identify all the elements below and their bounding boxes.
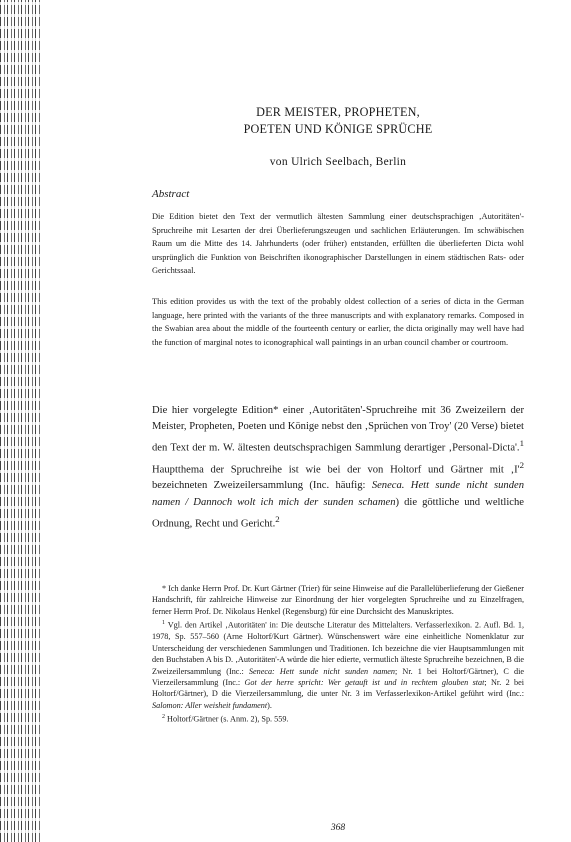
body-text: bezeichneten Zweizeilersammlung (Inc. häufig: <box>152 480 372 492</box>
binding-edge <box>0 0 40 842</box>
footnote-ref-2[interactable]: 2 <box>519 459 524 470</box>
body-text: Die hier vorgelegte Edition* einer ‚Autoritäten'-Spruchreihe mit 36 Zweizeilern der Meister, Propheten, Poeten und Könige nebst den ‚Sprüchen von Troy' (20 Verse) bietet den Text der m. W. ältesten deutschsprachigen Sammlung derartiger ‚Personal-Dicta'. <box>152 405 524 454</box>
footnote-1 <box>152 618 524 711</box>
footnote-mark: 2 <box>162 714 165 721</box>
footnote-text: ; Nr. 2 bei Holtorf/Gärtner), D die Vierzeilersammlung, die unter Nr. 3 im Verfasserlexikon-Artikel geführt wird (Inc.: <box>152 677 524 699</box>
footnote-text: ). <box>267 700 272 710</box>
footnote-incipit: Got der herre spricht: Wer getauft ist und in rechtem glouben stat <box>244 677 485 687</box>
footnote-2 <box>152 712 524 725</box>
page <box>152 0 524 842</box>
footnote-incipit: Salomon: Aller weisheit fundament <box>152 700 268 710</box>
footnotes <box>152 583 524 726</box>
footnote-mark: 1 <box>162 620 165 627</box>
abstract-german: Die Edition bietet den Text der vermutlich ältesten Sammlung einer deutschsprachigen ‚Autoritäten'-Spruchreihe mit Lesarten der drei Überlieferungszeugen und sachlichen Erläuterungen. Im schwäbischen Raum um die Mitte des 14. Jahrhunderts (oder früher) entstanden, erfüllten die überlieferten Dicta wohl ursprünglich die Funktion von Beischriften ikonographischer Darstellungen in einem städtischen Rats- oder Gerichtssaal. <box>152 212 524 276</box>
footnote-ref-3[interactable]: 2 <box>275 513 280 524</box>
body-paragraph <box>152 403 524 532</box>
body-text: Hauptthema der Spruchreihe ist wie bei der von Holtorf und Gärtner mit ‚I' <box>152 464 520 476</box>
footnote-ref-1[interactable]: 1 <box>519 438 524 449</box>
footnote-text: Vgl. den Artikel ‚Autoritäten' in: Die deutsche Literatur des Mittelalters. Verfasserlexikon. 2. Aufl. Bd. 1, 1978, Sp. 557–560 (Arne Holtorf/Kurt Gärtner). Wünschenswert wäre eine einheitliche Nomenklatur zur Unterscheidung der verschiedenen Sammlungen und Traditionen. Ich bezeichne die vier Hauptsammlungen mit den Buchstaben A bis D. ‚Autoritäten'-A würde die hier edierte, vermutlich älteste Spruchreihe bezeichnen, B die Zweizeilersammlung (Inc.: <box>152 620 524 676</box>
body-text: ) die göttliche und weltliche Ordnung, Recht und Gericht. <box>152 496 524 530</box>
title-line-2: POETEN UND KÖNIGE SPRÜCHE <box>243 122 433 136</box>
abstract-english: This edition provides us with the text of the probably oldest collection of a series of dicta in the German language, here printed with the variants of the three manuscripts and with explanatory remarks. Composed in the Swabian area about the middle of the fourteenth century or earlier, the dicta originally may well have had the function of marginal notes to iconographical wall paintings in an urban council chamber or courtroom. <box>152 297 524 347</box>
page-number: 368 <box>330 823 346 833</box>
footnote-text: ; Nr. 1 bei Holtorf/Gärtner), C die Vierzeilersammlung (Inc.: <box>152 666 524 687</box>
quoted-dictum: Seneca. Hett sunde nicht sunden namen / Dannoch wolt ich mich der sunden schamen <box>152 480 524 508</box>
footnote-text: Holtorf/Gärtner (s. Anm. 2), Sp. 559. <box>165 714 289 724</box>
author: von Ulrich Seelbach, Berlin <box>269 156 407 168</box>
article-title <box>152 104 524 138</box>
title-line-1: DER MEISTER, PROPHETEN, <box>256 105 420 119</box>
footnote-star: * Ich danke Herrn Prof. Dr. Kurt Gärtner (Trier) für seine Hinweise auf die Parallelüberlieferung der Gießener Handschrift, für zahlreiche Hinweise zur Einordnung der hier vorgelegten Spruchreihe und zu Einzelfragen, ferner Herrn Prof. Dr. Nikolaus Henkel (Regensburg) für eine Durchsicht des Manuskriptes. <box>152 584 524 616</box>
footnote-incipit: Seneca: Hett sunde nicht sunden namen <box>248 666 396 676</box>
abstract-heading: Abstract <box>152 188 190 200</box>
